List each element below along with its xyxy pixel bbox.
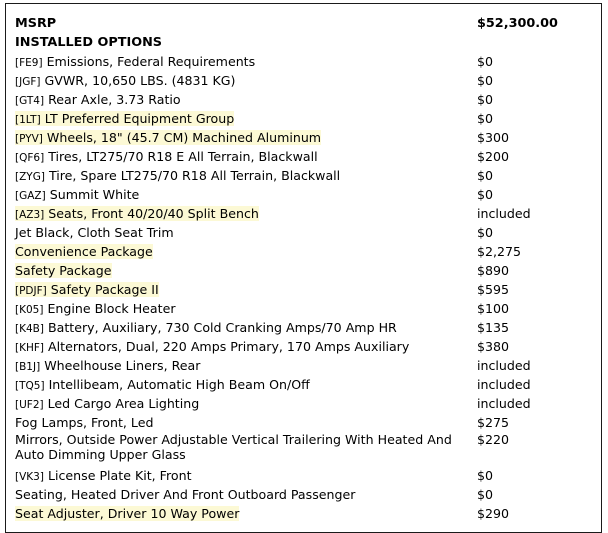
option-row	[15, 299, 595, 318]
option-row	[15, 413, 595, 432]
option-description	[15, 432, 470, 462]
option-price: $0	[477, 111, 494, 126]
option-text	[15, 168, 340, 183]
option-row	[15, 466, 595, 485]
option-description	[15, 394, 470, 415]
option-text	[15, 320, 397, 335]
option-label: Led Cargo Area Lighting	[47, 396, 200, 411]
option-row	[15, 280, 595, 299]
option-price: $890	[477, 263, 510, 278]
option-label: Engine Block Heater	[47, 301, 176, 316]
option-price: $0	[477, 468, 494, 483]
option-row	[15, 166, 595, 185]
option-description	[15, 52, 470, 73]
option-price: included	[477, 396, 531, 411]
option-text	[15, 358, 200, 373]
option-description	[15, 261, 470, 280]
option-row	[15, 504, 595, 523]
option-description	[15, 375, 470, 396]
option-description	[15, 109, 470, 130]
option-label: Mirrors, Outside Power Adjustable Vertical Trailering With Heated And Auto Dimming Upper Glass	[15, 432, 452, 462]
option-description	[15, 337, 470, 358]
msrp-value: $52,300.00	[477, 16, 558, 31]
option-row	[15, 242, 595, 261]
option-code: [1LT]	[15, 114, 41, 126]
option-text	[15, 339, 409, 354]
option-price: $200	[477, 149, 510, 164]
option-label: Safety Package II	[50, 282, 159, 297]
option-row	[15, 261, 595, 280]
option-description	[15, 223, 470, 242]
option-label: Battery, Auxiliary, 730 Cold Cranking Amps/70 Amp HR	[47, 320, 397, 335]
option-description	[15, 166, 470, 187]
option-text	[15, 130, 321, 145]
option-description	[15, 466, 470, 487]
option-code: [K05]	[15, 304, 44, 316]
option-code: [UF2]	[15, 399, 44, 411]
option-code: [PDJF]	[15, 285, 47, 297]
option-description	[15, 242, 470, 261]
option-label: Seating, Heated Driver And Front Outboard Passenger	[15, 487, 356, 502]
option-label: Wheelhouse Liners, Rear	[44, 358, 201, 373]
option-price: $100	[477, 301, 510, 316]
option-label: Fog Lamps, Front, Led	[15, 415, 154, 430]
option-row	[15, 337, 595, 356]
option-description	[15, 128, 470, 149]
option-text	[15, 206, 259, 221]
option-text	[15, 54, 255, 69]
option-code: [PYV]	[15, 133, 43, 145]
option-code: [TQ5]	[15, 380, 45, 392]
option-description	[15, 485, 470, 504]
option-row	[15, 128, 595, 147]
option-price: $135	[477, 320, 510, 335]
option-text	[15, 301, 176, 316]
option-price: included	[477, 358, 531, 373]
option-text	[15, 432, 452, 462]
option-price: $380	[477, 339, 510, 354]
option-row	[15, 204, 595, 223]
option-row	[15, 52, 595, 71]
option-row	[15, 109, 595, 128]
option-row	[15, 90, 595, 109]
option-description	[15, 318, 470, 339]
option-price: $595	[477, 282, 510, 297]
option-text	[15, 487, 355, 502]
option-price: $220	[477, 432, 510, 447]
option-code: [GAZ]	[15, 190, 46, 202]
option-row	[15, 71, 595, 90]
option-description	[15, 413, 470, 432]
option-price: $0	[477, 54, 494, 69]
option-code: [ZYG]	[15, 171, 45, 183]
option-description	[15, 71, 470, 92]
option-label: Convenience Package	[15, 244, 153, 259]
option-text	[15, 282, 159, 297]
option-label: Alternators, Dual, 220 Amps Primary, 170 Amps Auxiliary	[48, 339, 410, 354]
option-price: $0	[477, 73, 494, 88]
option-code: [AZ3]	[15, 209, 45, 221]
option-label: Seats, Front 40/20/40 Split Bench	[48, 206, 259, 221]
option-text	[15, 225, 174, 240]
option-code: [K4B]	[15, 323, 44, 335]
option-label: Emissions, Federal Requirements	[46, 54, 256, 69]
option-label: Rear Axle, 3.73 Ratio	[48, 92, 181, 107]
option-text	[15, 377, 310, 392]
section-title-row	[15, 33, 595, 52]
option-text	[15, 263, 112, 278]
option-label: Wheels, 18" (45.7 CM) Machined Aluminum	[46, 130, 322, 145]
option-text	[15, 506, 239, 521]
option-row	[15, 223, 595, 242]
option-text	[15, 468, 192, 483]
option-price: $0	[477, 92, 494, 107]
option-row	[15, 394, 595, 413]
option-text	[15, 415, 153, 430]
option-text	[15, 92, 181, 107]
option-price: $300	[477, 130, 510, 145]
option-label: Seat Adjuster, Driver 10 Way Power	[15, 506, 240, 521]
msrp-row	[15, 14, 595, 33]
option-row	[15, 185, 595, 204]
option-row	[15, 356, 595, 375]
option-text	[15, 396, 199, 411]
section-title: INSTALLED OPTIONS	[15, 35, 163, 50]
option-price: $0	[477, 187, 494, 202]
option-label: Safety Package	[15, 263, 112, 278]
option-description	[15, 299, 470, 320]
option-description	[15, 280, 470, 301]
option-row	[15, 485, 595, 504]
option-price: included	[477, 377, 531, 392]
option-label: Summit White	[49, 187, 140, 202]
option-description	[15, 185, 470, 206]
option-code: [QF6]	[15, 152, 45, 164]
option-row	[15, 147, 595, 166]
option-price: $0	[477, 225, 494, 240]
option-code: [JGF]	[15, 76, 41, 88]
option-description	[15, 147, 470, 168]
option-description	[15, 504, 470, 523]
option-row	[15, 318, 595, 337]
msrp-label: MSRP	[15, 16, 57, 31]
option-label: Tires, LT275/70 R18 E All Terrain, Blackwall	[48, 149, 318, 164]
option-text	[15, 187, 139, 202]
option-description	[15, 204, 470, 225]
option-code: [KHF]	[15, 342, 45, 354]
option-label: Tire, Spare LT275/70 R18 All Terrain, Blackwall	[48, 168, 341, 183]
option-description	[15, 356, 470, 377]
option-description	[15, 90, 470, 111]
option-price: $290	[477, 506, 510, 521]
option-row	[15, 432, 595, 466]
option-code: [GT4]	[15, 95, 45, 107]
option-code: [VK3]	[15, 471, 44, 483]
option-label: Intellibeam, Automatic High Beam On/Off	[48, 377, 310, 392]
option-price: $275	[477, 415, 510, 430]
option-price: included	[477, 206, 531, 221]
option-text	[15, 73, 235, 88]
option-text	[15, 244, 153, 259]
option-label: License Plate Kit, Front	[47, 468, 192, 483]
window-sticker-panel	[5, 3, 602, 533]
option-price: $0	[477, 168, 494, 183]
option-label: LT Preferred Equipment Group	[44, 111, 235, 126]
option-code: [B1J]	[15, 361, 41, 373]
option-text	[15, 149, 318, 164]
option-row	[15, 375, 595, 394]
option-price: $0	[477, 487, 494, 502]
option-label: Jet Black, Cloth Seat Trim	[15, 225, 174, 240]
option-text	[15, 111, 234, 126]
option-price: $2,275	[477, 244, 522, 259]
option-code: [FE9]	[15, 57, 43, 69]
option-label: GVWR, 10,650 LBS. (4831 KG)	[44, 73, 236, 88]
